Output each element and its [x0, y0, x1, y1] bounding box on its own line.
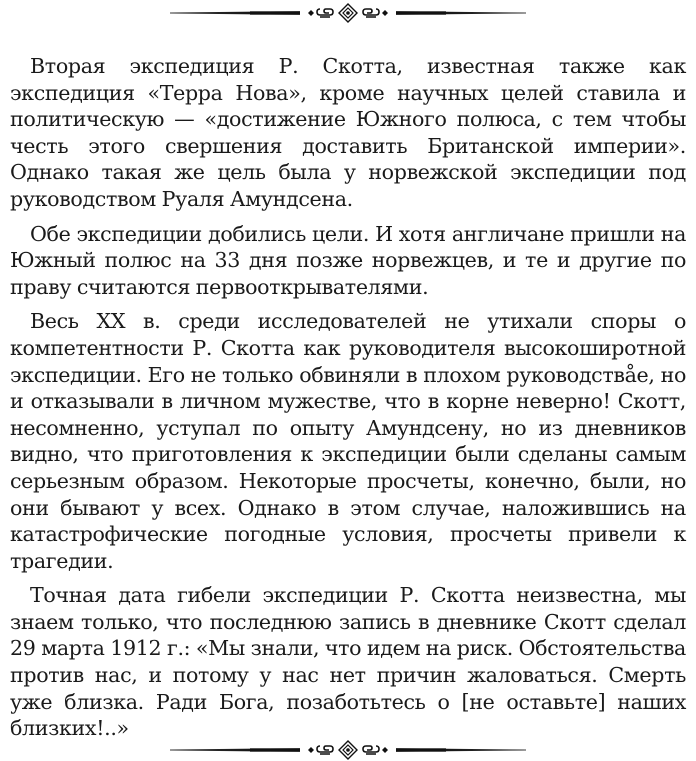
- paragraph: Вторая экспедиция Р. Скотта, известная также как экспедиция «Терра Нова», кроме научных целей ставила и политическую — «достижение Южного полюса, с тем чтобы честь этого свершения доставить Британской империи». Однако такая же цель была у норвежской экспедиции под руководством Руаля Амундсена.: [10, 54, 686, 211]
- paragraph: Обе экспедиции добились цели. И хотя англичане пришли на Южный полюс на 33 дня позже норвежцев, и те и другие по праву считаются первооткрывателями.: [10, 221, 686, 299]
- ornament-divider-bottom: [170, 740, 526, 760]
- ornament-divider-top: [170, 3, 526, 23]
- page-body: [10, 53, 686, 750]
- ornament-divider-icon: [170, 3, 526, 23]
- ornament-divider-icon: [170, 740, 526, 760]
- paragraph: Весь XX в. среди исследователей не утихали споры о компетентности Р. Скотта как руководителя высокоширотной экспедиции. Его не только обвиняли в плохом руководствåе, но и отказывали в личном мужестве, что в корне неверно! Скотт, несомненно, уступал по опыту Амундсену, но из дневников видно, что приготовления к экспедиции были сделаны самым серьезным образом. Некоторые просчеты, конечно, были, но они бывают у всех. Однако в этом случае, наложившись на катастрофические погодные условия, просчеты привели к трагедии.: [10, 309, 686, 573]
- paragraph: Точная дата гибели экспедиции Р. Скотта неизвестна, мы знаем только, что последнюю запись в дневнике Скотт сделал 29 марта 1912 г.: «Мы знали, что идем на риск. Обстоятельства против нас, и потому у нас нет причин жаловаться. Смерть уже близка. Ради Бога, позаботьтесь о [не оставьте] наших близких!..»: [10, 583, 686, 741]
